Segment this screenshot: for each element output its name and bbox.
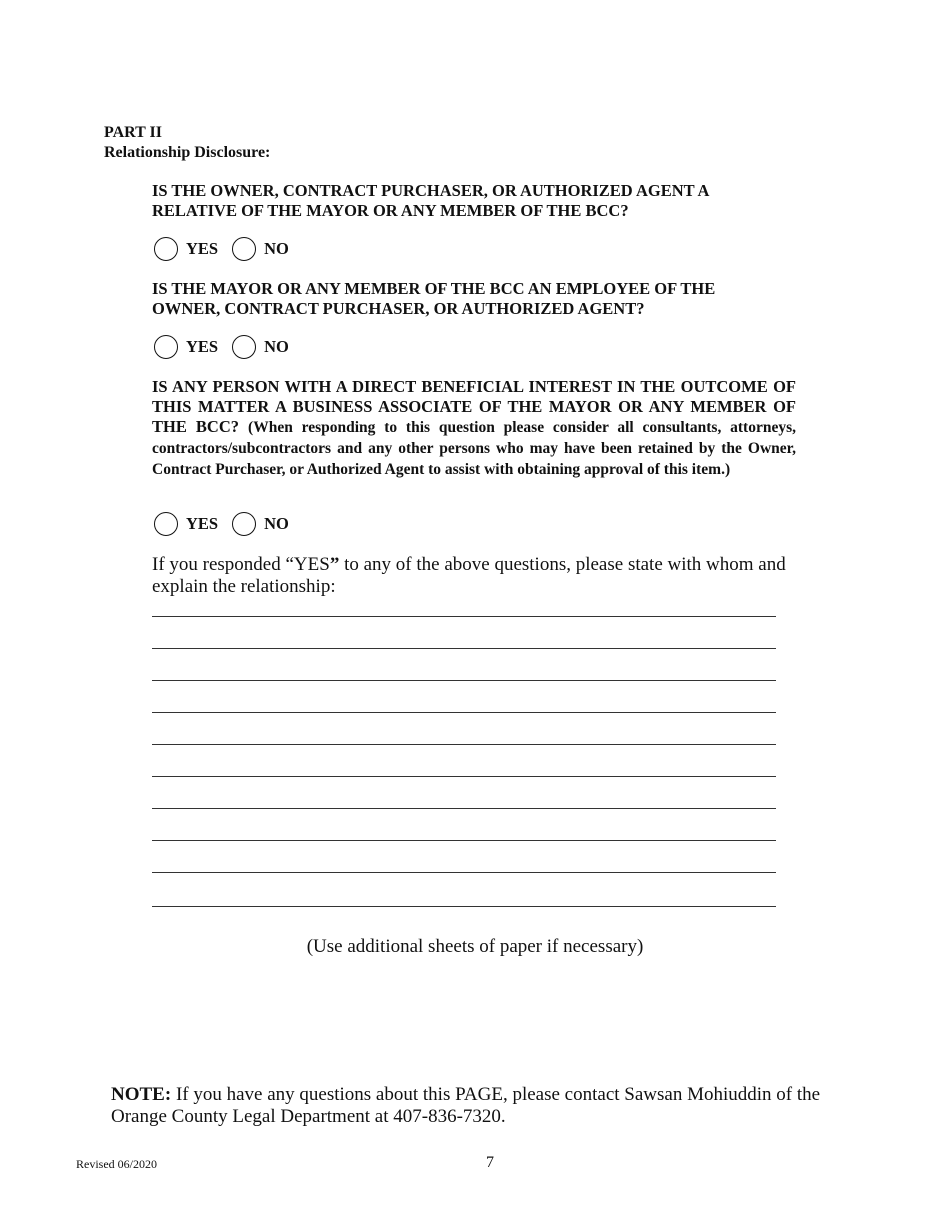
answer-group-relative [154, 234, 303, 264]
question-line: IS THE OWNER, CONTRACT PURCHASER, OR AUTHORIZED AGENT A [152, 181, 710, 200]
yes-radio[interactable] [154, 512, 178, 536]
additional-sheets-note: (Use additional sheets of paper if necessary) [306, 936, 644, 957]
answer-line[interactable] [152, 680, 776, 681]
yes-radio[interactable] [154, 335, 178, 359]
answer-line[interactable] [152, 840, 776, 841]
revision-date: Revised 06/2020 [76, 1157, 157, 1171]
no-radio[interactable] [232, 512, 256, 536]
note-label: NOTE: [111, 1084, 172, 1105]
answer-line[interactable] [152, 872, 776, 873]
no-label: NO [264, 337, 289, 356]
answer-line[interactable] [152, 776, 776, 777]
explanation-prompt [152, 554, 792, 598]
answer-line[interactable] [152, 616, 776, 617]
answer-group-employee [154, 332, 303, 362]
prompt-quote: ” [329, 554, 340, 575]
answer-line[interactable] [152, 648, 776, 649]
question-main: IS ANY PERSON WITH A DIRECT BENEFICIAL INTEREST IN THE OUTCOME OF THIS MATTER A BUSINESS ASSOCIATE OF THE MAYOR OR ANY MEMBER OF THE BCC? [152, 377, 796, 436]
answer-group-business-associate [154, 509, 303, 539]
answer-line[interactable] [152, 712, 776, 713]
no-radio[interactable] [232, 335, 256, 359]
section-title: Relationship Disclosure: [104, 144, 271, 161]
answer-line[interactable] [152, 744, 776, 745]
question-line: IS THE MAYOR OR ANY MEMBER OF THE BCC AN EMPLOYEE OF THE [152, 279, 716, 298]
no-label: NO [264, 514, 289, 533]
no-label: NO [264, 239, 289, 258]
contact-note [111, 1084, 831, 1128]
answer-line[interactable] [152, 906, 776, 907]
note-text: If you have any questions about this PAGE, please contact Sawsan Mohiuddin of the Orange County Legal Department at 407-836-7320. [111, 1084, 821, 1127]
answer-line[interactable] [152, 808, 776, 809]
question-line: OWNER, CONTRACT PURCHASER, OR AUTHORIZED AGENT? [152, 299, 645, 318]
no-radio[interactable] [232, 237, 256, 261]
yes-label: YES [186, 514, 219, 533]
question-relative [152, 181, 796, 221]
question-business-associate [152, 377, 796, 480]
page-number: 7 [486, 1154, 494, 1171]
question-detail: (When responding to this question please consider all consultants, attorneys, contractors/subcontractors and any other persons who may have been retained by the Owner, Contract Purchaser, or Authorized Agent to assist with obtaining approval of this item.) [152, 419, 796, 478]
question-employee [152, 279, 796, 319]
prompt-text: to any of the above questions, please state with whom and explain the relationship: [152, 554, 786, 597]
prompt-text: If you responded “YES [152, 554, 330, 575]
question-line: RELATIVE OF THE MAYOR OR ANY MEMBER OF THE BCC? [152, 201, 629, 220]
yes-radio[interactable] [154, 237, 178, 261]
yes-label: YES [186, 337, 219, 356]
part-title: PART II [104, 124, 162, 141]
yes-label: YES [186, 239, 219, 258]
